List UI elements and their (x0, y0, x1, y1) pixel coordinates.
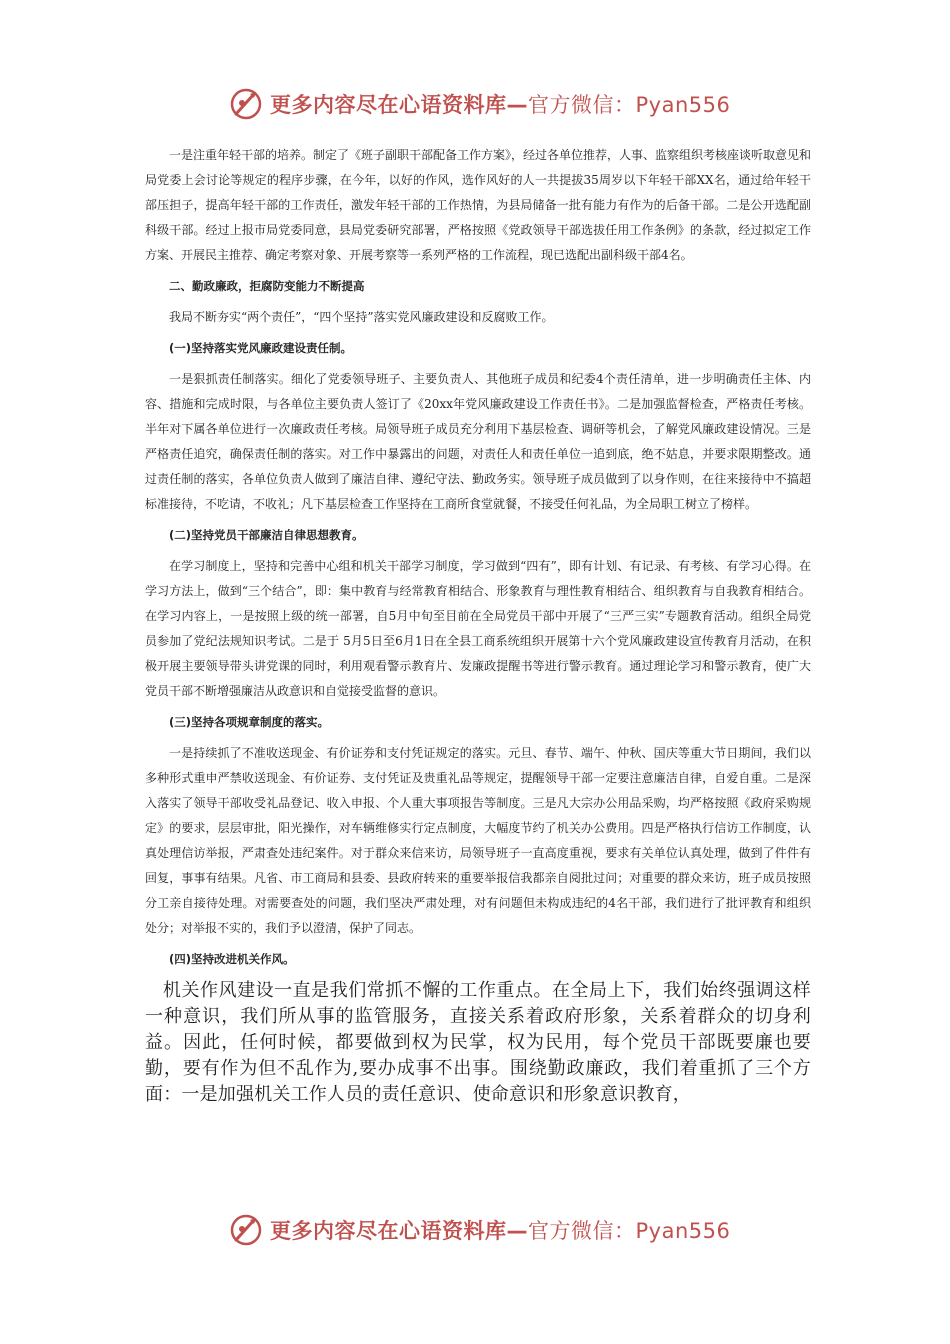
section-heading: 二、勤政廉政，拒腐防变能力不断提高 (169, 279, 365, 293)
banner-text: 更多内容尽在心语资料库—官方微信：Pyan556 (270, 93, 731, 117)
footer-banner (228, 1208, 731, 1252)
section-heading: (一)坚持落实党风廉政建设责任制。 (169, 341, 353, 355)
document-body (145, 143, 811, 1108)
body-paragraph: 一是持续抓了不准收送现金、有价证券和支付凭证规定的落实。元旦、春节、端午、仲秋、国庆等重大节日期间，我们以多种形式重申严禁收送现金、有价证券、支付凭证及贵重礼品等规定，提醒领导干部一定要注意廉洁自律，自爱自重。二是深入落实了领导干部收受礼品登记、收入申报、个人重大事项报告等制度。三是凡大宗办公用品采购，均严格按照《政府采购规定》的要求，层层审批，阳光操作，对车辆维修实行定点制度，大幅度节约了机关办公费用。四是严格执行信访工作制度，认真处理信访举报，严肃查处违纪案件。对于群众来信来访，局领导班子一直高度重视，要求有关单位认真处理，做到了件件有回复，事事有结果。凡省、市工商局和县委、县政府转来的重要举报信我都亲自阅批过问；对重要的群众来访，班子成员按照分工亲自接待处理。对需要查处的问题，我们坚决严肃处理，对有问题但未构成违纪的4名干部，我们进行了批评教育和组织处分；对举报不实的，我们予以澄清，保护了同志。 (145, 746, 811, 935)
body-paragraph: 一是狠抓责任制落实。细化了党委领导班子、主要负责人、其他班子成员和纪委4个责任清单，进一步明确责任主体、内容、措施和完成时限，与各单位主要负责人签订了《20xx年党风廉政建设工作责任书》。二是加强监督检查，严格责任考核。半年对下属各单位进行一次廉政责任考核。局领导班子成员充分利用下基层检查、调研等机会，了解党风廉政建设情况。三是严格责任追究，确保责任制的落实。对工作中暴露出的问题，对责任人和责任单位一追到底，绝不姑息，并要求限期整改。通过责任制的落实，各单位负责人做到了廉洁自律、遵纪守法、勤政务实。领导班子成员做到了以身作则，在往来接待中不搞超标准接待，不吃请，不收礼；凡下基层检查工作坚持在工商所食堂就餐，不接受任何礼品，为全局职工树立了榜样。 (145, 372, 811, 511)
body-paragraph: 一是注重年轻干部的培养。制定了《班子副职干部配备工作方案》，经过各单位推荐，人事、监察组织考核座谈听取意见和局党委上会讨论等规定的程序步骤，在今年，以好的作风，选作风好的人一共提拔35周岁以下年轻干部XX名，通过给年轻干部压担子，提高年轻干部的工作责任，激发年轻干部的工作热情，为县局储备一批有能力有作为的后备干部。二是公开选配副科级干部。经过上报市局党委同意，县局党委研究部署，严格按照《党政领导干部选拔任用工作条例》的条款，经过拟定工作方案、开展民主推荐、确定考察对象、开展考察等一系列严格的工作流程，现已选配出副科级干部4名。 (145, 148, 812, 262)
logo-icon (228, 1212, 264, 1248)
section-heading: (四)坚持改进机关作风。 (169, 952, 295, 966)
body-paragraph: 我局不断夯实“两个责任”，“四个坚持”落实党风廉政建设和反腐败工作。 (169, 310, 554, 324)
banner-text: 更多内容尽在心语资料库—官方微信：Pyan556 (270, 1219, 731, 1243)
header-banner (228, 82, 731, 126)
section-heading: (三)坚持各项规章制度的落实。 (169, 715, 330, 729)
body-paragraph: 在学习制度上，坚持和完善中心组和机关干部学习制度，学习做到“四有”，即有计划、有记录、有考核、有学习心得。在学习方法上，做到“三个结合”，即：集中教育与经常教育相结合、形象教育与理性教育相结合、组织教育与自我教育相结合。在学习内容上，一是按照上级的统一部署，自5月中旬至目前在全局党员干部中开展了“三严三实”专题教育活动。组织全局党员参加了党纪法规知识考试。二是于 5月5日至6月1日在全县工商系统组织开展第十六个党风廉政建设宣传教育月活动，在积极开展主要领导带头讲党课的同时，利用观看警示教育片、发廉政提醒书等进行警示教育。通过理论学习和警示教育，使广大党员干部不断增强廉洁从政意识和自觉接受监督的意识。 (145, 559, 811, 698)
logo-icon (228, 86, 264, 122)
body-paragraph: 机关作风建设一直是我们常抓不懈的工作重点。在全局上下，我们始终强调这样一种意识，我们所从事的监管服务，直接关系着政府形象，关系着群众的切身利益。因此，任何时候，都要做到权为民掌，权为民用，每个党员干部既要廉也要勤，要有作为但不乱作为,要办成事不出事。围绕勤政廉政，我们着重抓了三个方面：一是加强机关工作人员的责任意识、使命意识和形象意识教育， (145, 980, 811, 1105)
section-heading: (二)坚持党员干部廉洁自律思想教育。 (169, 528, 364, 542)
